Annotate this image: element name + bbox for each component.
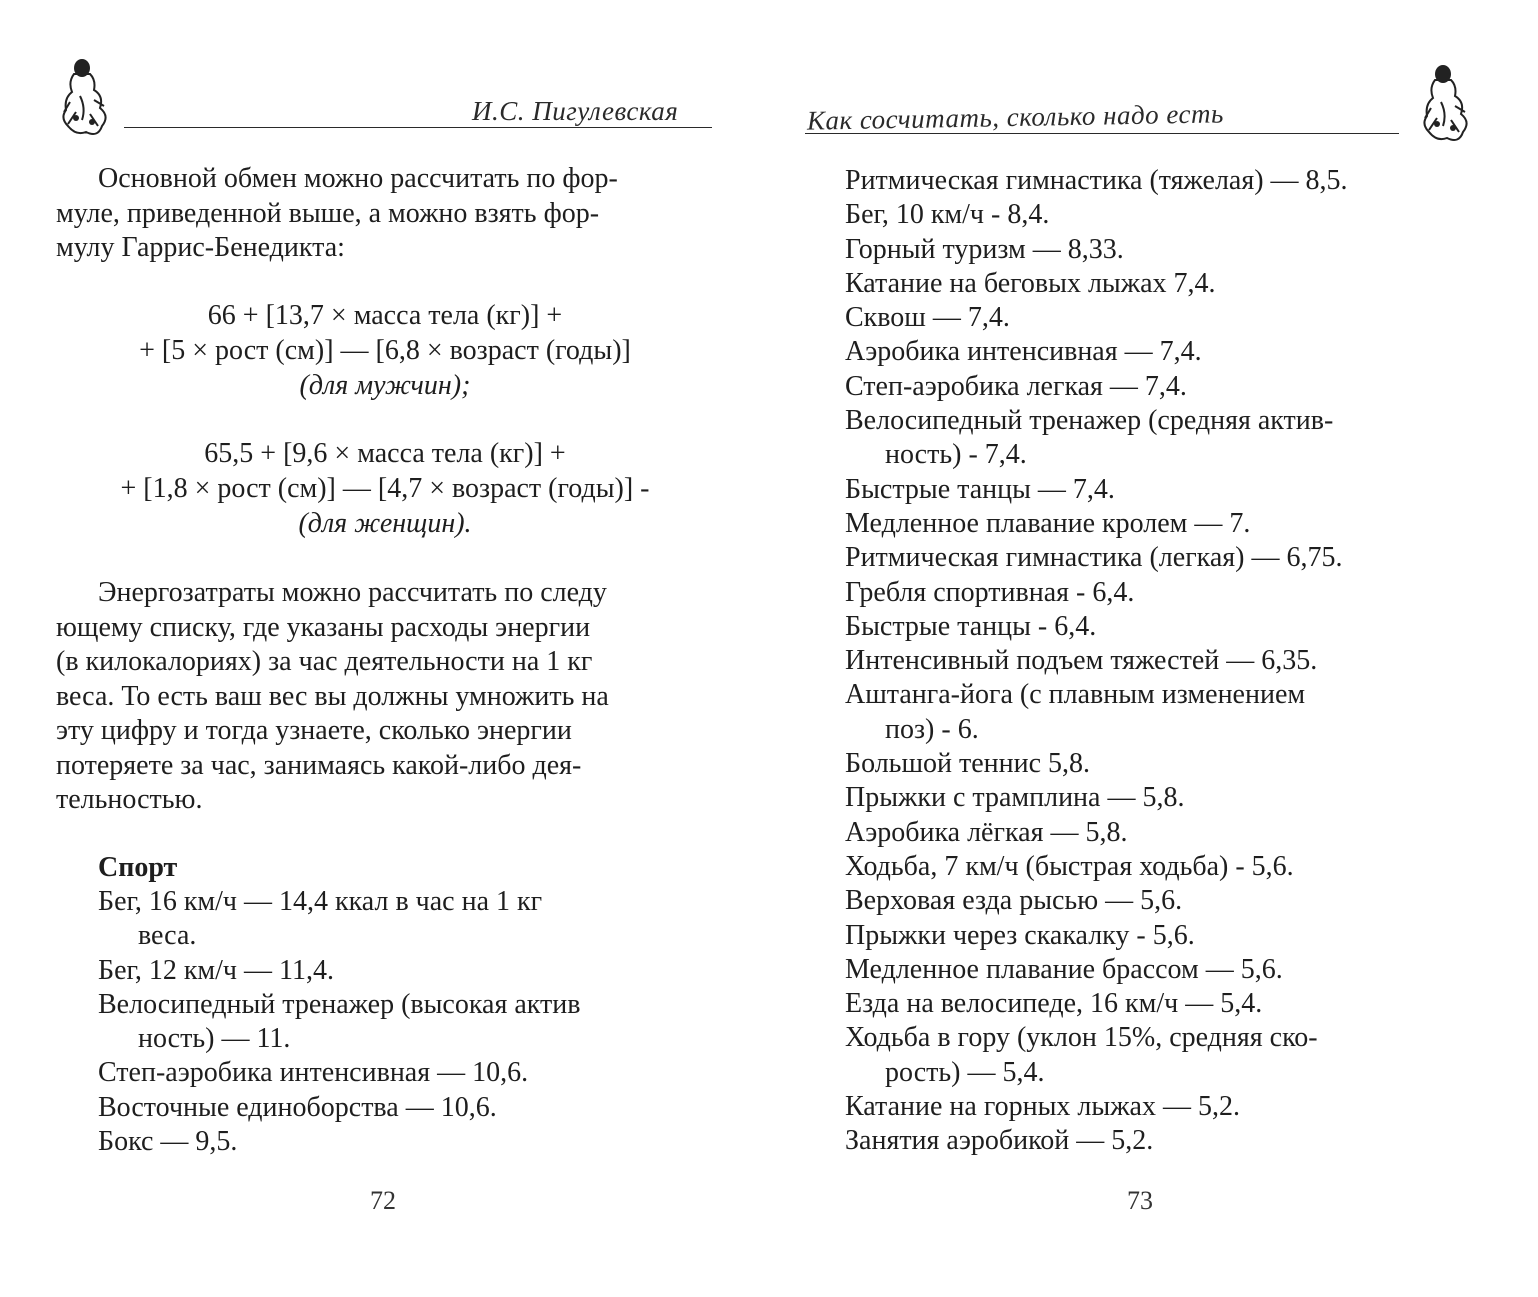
list-item	[845, 164, 1348, 198]
header-rule	[124, 127, 712, 128]
text-line: тельностью.	[56, 784, 203, 815]
list-item	[845, 233, 1348, 267]
page-number: 73	[1127, 1186, 1153, 1215]
item-text: Прыжки с трамплина — 5,8.	[845, 782, 1185, 814]
list-item	[845, 404, 1348, 473]
formula-men	[60, 298, 710, 403]
item-text: Сквош — 7,4.	[845, 302, 1010, 334]
list-item	[845, 1021, 1348, 1090]
formula-note: (для женщин).	[298, 508, 472, 539]
item-text: Бег, 16 км/ч — 14,4 ккал в час на 1 кг	[98, 886, 543, 917]
item-text: Аштанга-йога (с плавным изменением	[845, 679, 1306, 711]
item-text: Ритмическая гимнастика (легкая) — 6,75.	[845, 542, 1343, 574]
item-continuation: ность) - 7,4.	[885, 439, 1027, 471]
right-page	[769, 0, 1538, 1297]
section-title-sport: Спорт	[98, 852, 178, 883]
list-item	[98, 1125, 580, 1159]
energy-paragraph	[56, 576, 710, 818]
list-item	[845, 1124, 1348, 1158]
list-item	[845, 198, 1348, 232]
formula-note: (для мужчин);	[299, 370, 471, 401]
page-number: 72	[370, 1186, 396, 1215]
list-item	[845, 678, 1348, 747]
text-line: Основной обмен можно рассчитать по фор-	[98, 163, 618, 194]
item-text: Велосипедный тренажер (высокая актив	[98, 988, 581, 1020]
item-text: Медленное плавание брассом — 5,6.	[845, 953, 1283, 985]
item-text: Быстрые танцы - 6,4.	[845, 610, 1097, 642]
item-text: Прыжки через скакалку - 5,6.	[845, 919, 1195, 951]
running-head-chapter: Как сосчитать, сколько надо есть	[806, 98, 1225, 136]
item-text: Быстрые танцы — 7,4.	[845, 473, 1115, 505]
item-text: Велосипедный тренажер (средняя актив-	[845, 405, 1334, 437]
list-item	[845, 747, 1348, 781]
list-item	[98, 954, 580, 988]
item-text: Катание на беговых лыжах 7,4.	[845, 267, 1216, 299]
list-item	[845, 919, 1348, 953]
list-item	[845, 473, 1348, 507]
list-item	[845, 301, 1348, 335]
list-item	[845, 816, 1348, 850]
item-text: Гребля спортивная - 6,4.	[845, 576, 1135, 608]
item-text: Интенсивный подъем тяжестей — 6,35.	[845, 645, 1318, 677]
list-item	[845, 541, 1348, 575]
item-text: Езда на велосипеде, 16 км/ч — 5,4.	[845, 988, 1263, 1020]
text-line: мулу Гаррис-Бенедикта:	[56, 232, 345, 263]
item-continuation: поз) - 6.	[885, 713, 979, 745]
text-line: потеряете за час, занимаясь какой-либо дея-	[56, 749, 582, 781]
item-continuation: веса.	[138, 920, 197, 952]
text-line: эту цифру и тогда узнаете, сколько энергии	[56, 715, 572, 746]
list-item	[845, 884, 1348, 918]
item-continuation: ность) — 11.	[138, 1023, 291, 1055]
item-text: Бег, 12 км/ч — 11,4.	[98, 954, 334, 986]
item-text: Бокс — 9,5.	[98, 1126, 238, 1158]
item-text: Большой теннис 5,8.	[845, 748, 1091, 780]
list-item	[845, 987, 1348, 1021]
list-item	[845, 644, 1348, 678]
list-item	[845, 850, 1348, 884]
item-text: Медленное плавание кролем — 7.	[845, 507, 1251, 539]
silhouette-emblem-icon	[1409, 58, 1479, 148]
running-head-author: И.С. Пигулевская	[472, 96, 679, 126]
list-item	[845, 781, 1348, 815]
sport-list	[98, 885, 580, 1159]
text-line: (в килокалориях) за час деятельности на 1 кг	[56, 646, 593, 677]
formula-line: 66 + [13,7 × масса тела (кг)] +	[207, 300, 563, 331]
intro-paragraph	[56, 162, 710, 266]
text-line: Энергозатраты можно рассчитать по следу	[98, 577, 607, 608]
item-text: Занятия аэробикой — 5,2.	[845, 1125, 1154, 1157]
text-line: муле, приведенной выше, а можно взять фор-	[56, 197, 600, 229]
item-text: Аэробика лёгкая — 5,8.	[845, 816, 1128, 848]
formula-line: 65,5 + [9,6 × масса тела (кг)] +	[204, 438, 566, 469]
item-text: Горный туризм — 8,33.	[845, 233, 1124, 265]
item-continuation: рость) — 5,4.	[885, 1056, 1045, 1088]
list-item	[845, 610, 1348, 644]
item-text: Ходьба, 7 км/ч (быстрая ходьба) - 5,6.	[845, 850, 1294, 882]
list-item	[845, 267, 1348, 301]
item-text: Бег, 10 км/ч - 8,4.	[845, 199, 1050, 231]
formula-line: + [1,8 × рост (см)] — [4,7 × возраст (годы)] -	[120, 473, 650, 504]
item-text: Катание на горных лыжах — 5,2.	[845, 1091, 1240, 1123]
list-item	[98, 885, 580, 954]
formula-women	[60, 436, 710, 541]
list-item	[845, 507, 1348, 541]
list-item	[845, 953, 1348, 987]
item-text: Верховая езда рысью — 5,6.	[845, 885, 1183, 917]
item-text: Ходьба в гору (уклон 15%, средняя ско-	[845, 1022, 1318, 1054]
list-item	[98, 1091, 580, 1125]
text-line: веса. То есть ваш вес вы должны умножить на	[56, 680, 609, 712]
item-text: Ритмическая гимнастика (тяжелая) — 8,5.	[845, 165, 1348, 196]
list-item	[845, 370, 1348, 404]
list-item	[845, 335, 1348, 369]
formula-line: + [5 × рост (см)] — [6,8 × возраст (годы)]	[139, 335, 631, 366]
text-line: ющему списку, где указаны расходы энергии	[56, 611, 591, 643]
header-rule	[805, 133, 1399, 134]
item-text: Восточные единоборства — 10,6.	[98, 1091, 497, 1123]
list-item	[98, 988, 580, 1057]
activity-list	[845, 164, 1348, 1159]
silhouette-emblem-icon	[46, 52, 116, 142]
list-item	[845, 576, 1348, 610]
list-item	[98, 1056, 580, 1090]
item-text: Аэробика интенсивная — 7,4.	[845, 336, 1202, 368]
item-text: Степ-аэробика интенсивная — 10,6.	[98, 1057, 529, 1089]
list-item	[845, 1090, 1348, 1124]
item-text: Степ-аэробика легкая — 7,4.	[845, 370, 1187, 402]
